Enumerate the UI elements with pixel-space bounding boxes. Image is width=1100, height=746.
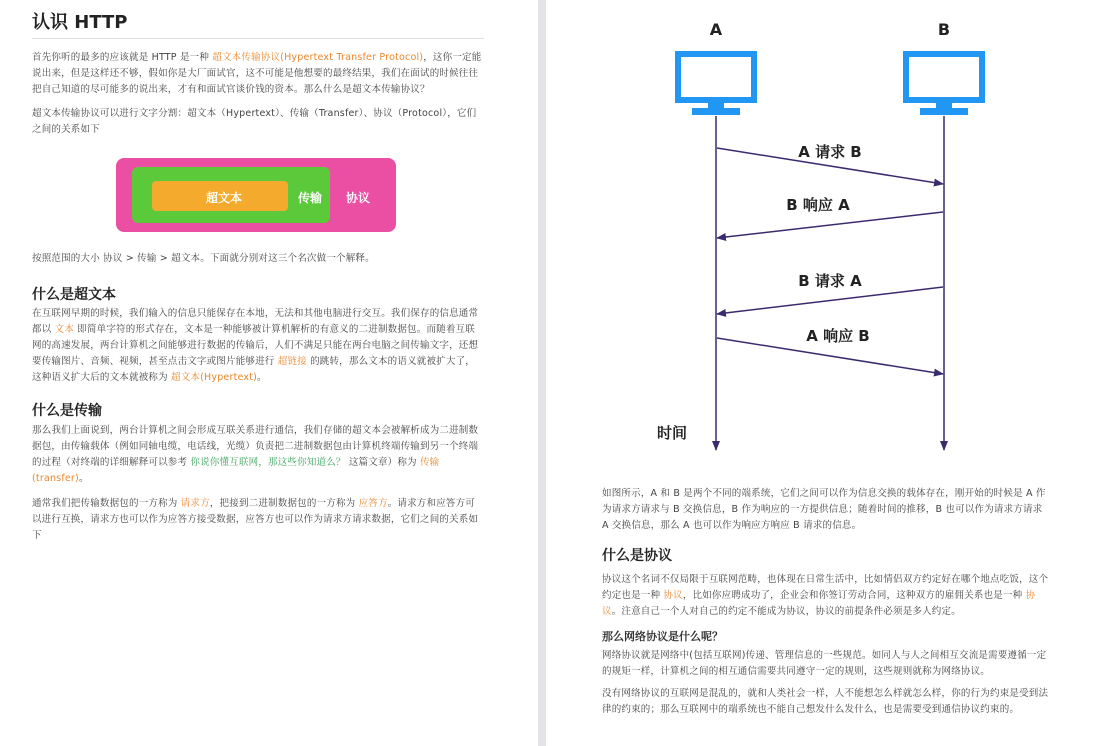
network-protocol-question: 那么网络协议是什么呢？	[602, 630, 723, 643]
participant-b-label: B	[937, 20, 951, 39]
chaos-paragraph: 没有网络协议的互联网是混乱的，就和人类社会一样，人不能想怎么样就怎么样，你的行为约束是受到法律的约束的；那么互联网中的端系统也不能自己想发什么发什么，也是需要受到通信协议约束的。	[602, 688, 1049, 715]
sec1-text-3: 的跳转，那么文本的语义就被扩大了，这种语义扩大后的文本就被称为	[32, 356, 475, 383]
intro-highlight: 超文本传输协议(Hypertext Transfer Protocol)	[212, 52, 424, 63]
monitor-a-icon	[678, 54, 754, 115]
split-paragraph: 超文本传输协议可以进行文字分割：超文本（Hypertext）、传输（Transfer）、协议（Protocol），它们之间的关系如下	[32, 108, 477, 135]
highlight-responder: 应答方	[358, 498, 388, 509]
sec1-highlight-text: 文本	[54, 324, 75, 335]
transfer-label: 传输	[298, 191, 323, 205]
intro-text-2: ，这你一定能说出来，但是这样还不够，假如你是大厂面试官，这不可能是他想要的最终结果，我们在面试的时候往往把自己知道的尽可能多的说出来，才有和面试官谈价钱的资本。那么什么是超文本传输协议？	[32, 52, 482, 95]
sec1-text-2: 即简单字符的形式存在，文本是一种能够被计算机解析的有意义的二进制数据包。而随着互联网的高速发展，两台计算机之间能够进行数据的传输后，人们不满足只能在两台电脑之间传输文字，还想要传输图片、音频、视频，甚至点击文字或图片能够进行	[32, 324, 479, 367]
transfer-paragraph	[32, 423, 484, 487]
sec3-text: 协议这个名词不仅局限于互联网范畴，也体现在日常生活中，比如情侣双方约定好在哪个地点吃饭，这个约定也是一种	[602, 574, 1049, 601]
sec2-text-3: 。	[78, 473, 89, 484]
protocol-label: 协议	[346, 191, 371, 205]
sec1-highlight-hyperlink: 超链接	[277, 356, 307, 367]
article-link[interactable]: 你说你懂互联网，那这些你知道么？	[190, 457, 346, 468]
time-axis-label: 时间	[656, 424, 688, 442]
message-arrow-2	[717, 212, 943, 238]
message-label-1: A 请求 B	[798, 143, 862, 161]
sequence-explanation: 如图所示，A 和 B 是两个不同的端系统，它们之间可以作为信息交换的载体存在，刚开始的时候是 A 作为请求方请求与 B 交换信息，B 作为响应的一方提供信息；随着时间的推移，B 也可以作为请求方请求 A 交换信息，那么 A 也可以作为响应方响应 B 请求的信息。	[602, 488, 1046, 531]
sec2-p2-text-2: ，把接到二进制数据包的一方称为	[209, 498, 359, 509]
page-title: 认识 HTTP	[32, 12, 128, 33]
hypertext-label: 超文本	[206, 191, 243, 205]
intro-text: 首先你听的最多的应该就是 HTTP 是一种	[32, 52, 213, 63]
message-label-2: B 响应 A	[786, 196, 850, 214]
network-protocol-paragraph: 网络协议就是网络中(包括互联网)传递、管理信息的一些规范。如同人与人之间相互交流是需要遵循一定的规矩一样，计算机之间的相互通信需要共同遵守一定的规则，这些规则就称为网络协议。	[602, 650, 1047, 677]
message-label-4: A 响应 B	[806, 327, 870, 345]
sec2-highlight-transfer: 传输(transfer)	[32, 457, 440, 484]
sec2-p2-text-3: 。请求方和应答方可以进行互换，请求方也可以作为应答方接受数据，应答方也可以作为请求方请求数据，它们之间的关系如下	[32, 498, 479, 541]
sec3-highlight-protocol-1: 协议	[663, 590, 683, 601]
caption: 按照范围的大小 协议 > 传输 > 超文本。下面就分别对这三个名次做一个解释。	[32, 253, 375, 264]
section-heading-protocol: 什么是协议	[602, 548, 672, 564]
section-heading-transfer: 什么是传输	[32, 403, 102, 419]
protocol-paragraph	[602, 572, 1052, 620]
message-arrow-3	[717, 287, 943, 314]
sec1-text-4: 。	[257, 372, 267, 383]
sec3-text-3: 。注意自己一个人对自己的约定不能成为协议，协议的前提条件必须是多人约定。	[611, 606, 961, 617]
sec2-p2-text: 通常我们把传输数据包的一方称为	[32, 498, 181, 509]
right-page	[546, 0, 1100, 746]
participant-a-label: A	[709, 20, 723, 39]
sec2-text: 那么我们上面说到，两台计算机之间会形成互联关系进行通信，我们存储的超文本会被解析成为二进制数据包，由传输载体（例如同轴电缆，电话线，光缆）负责把二进制数据包由计算机终端传输到另一个终端的过程（对终端的详细解释可以参考	[32, 425, 479, 468]
sec1-highlight-hypertext: 超文本(Hypertext)	[171, 372, 258, 383]
title-divider	[32, 38, 484, 39]
message-label-3: B 请求 A	[798, 272, 862, 290]
sec3-text-2: ，比如你应聘成功了，企业会和你签订劳动合同，这种双方的雇佣关系也是一种	[682, 590, 1026, 601]
monitor-b-icon	[906, 54, 982, 115]
sec3-highlight-protocol-2: 协议	[602, 590, 1036, 617]
page-gutter	[538, 0, 546, 746]
intro-paragraph	[32, 50, 484, 98]
sec2-text-2: 这篇文章）称为	[345, 457, 420, 468]
section-heading-hypertext: 什么是超文本	[32, 287, 116, 303]
sec1-text: 在互联网早期的时候，我们输入的信息只能保存在本地，无法和其他电脑进行交互。我们保存的信息通常都以	[32, 308, 479, 335]
highlight-requester: 请求方	[180, 498, 210, 509]
requester-paragraph	[32, 496, 484, 544]
sequence-diagram	[546, 0, 1100, 470]
left-page	[0, 0, 538, 746]
hypertext-paragraph	[32, 306, 484, 386]
